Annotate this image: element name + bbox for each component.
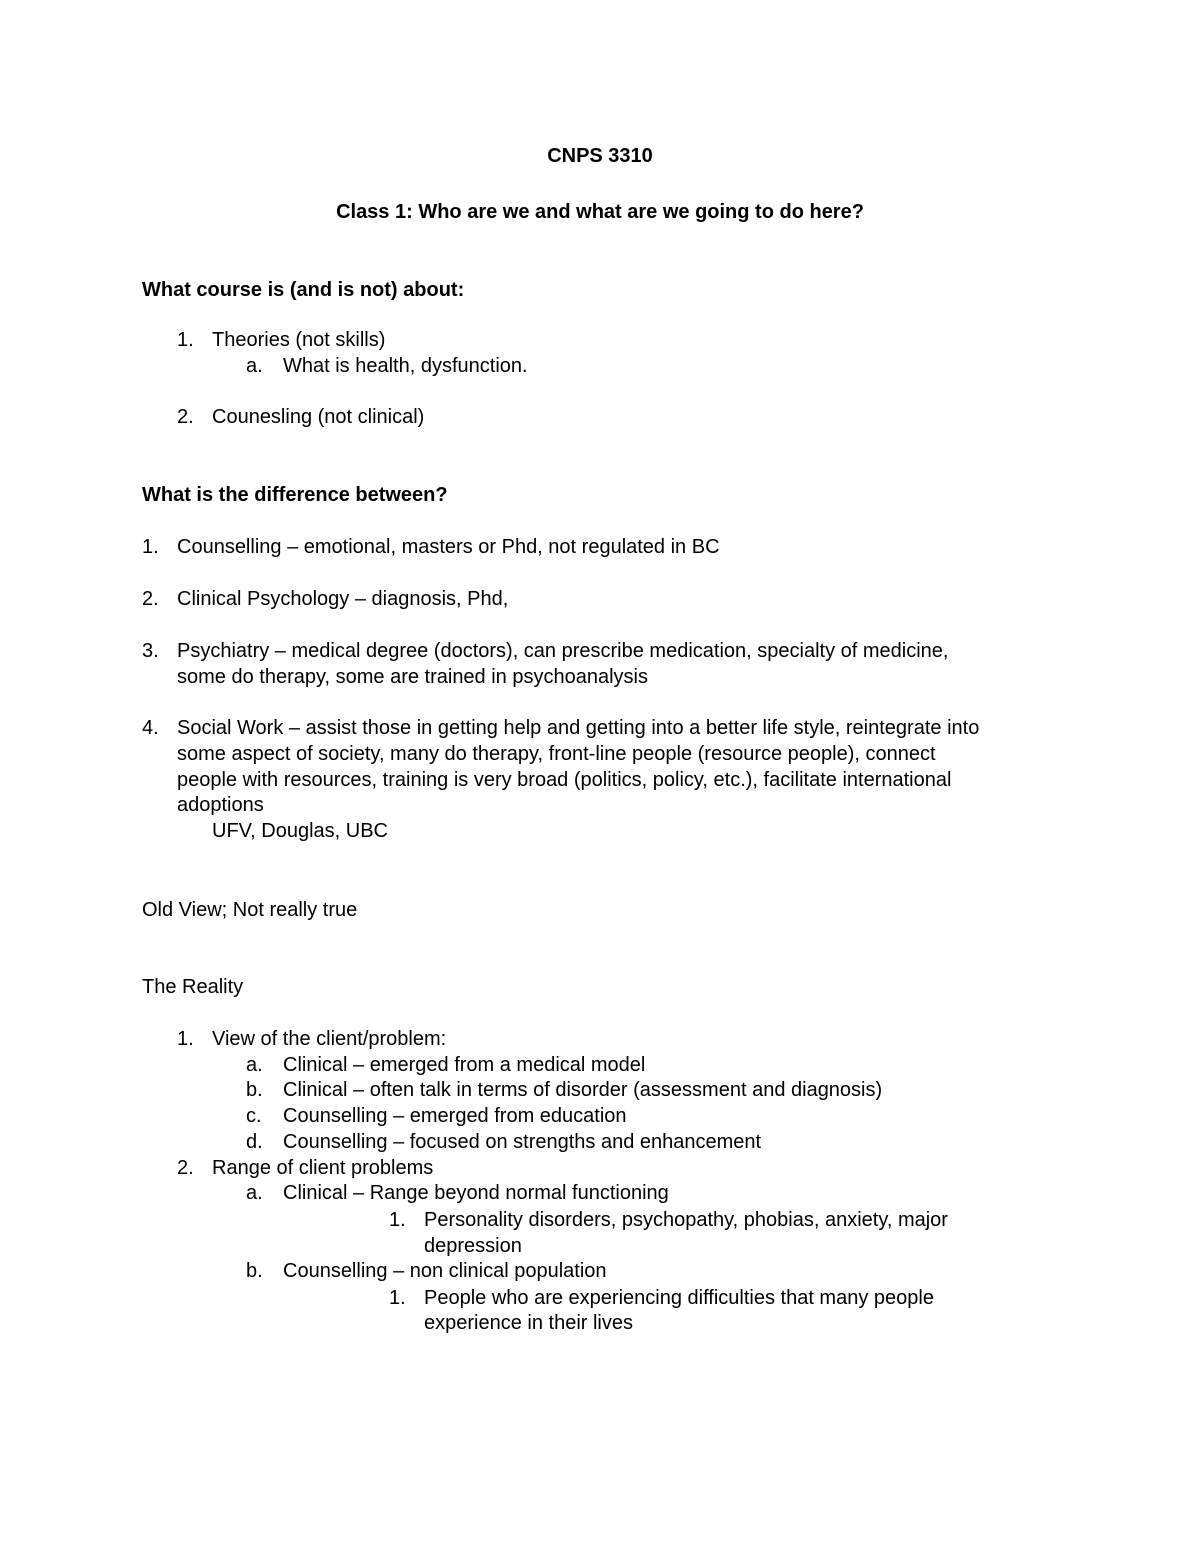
list-item-continuation: depression [424, 1235, 522, 1257]
list-marker: c. [246, 1105, 262, 1127]
list-item: Social Work – assist those in getting help and getting into a better life style, reintegrate into [177, 717, 980, 739]
list-item: What is health, dysfunction. [283, 355, 528, 377]
list-item: Counselling – non clinical population [283, 1260, 607, 1282]
class-title: Class 1: Who are we and what are we going to do here? [336, 201, 864, 223]
list-item: Clinical – often talk in terms of disorder (assessment and diagnosis) [283, 1079, 883, 1101]
list-item: Counesling (not clinical) [212, 406, 425, 428]
list-marker: 1. [177, 329, 194, 351]
list-marker: 2. [177, 406, 194, 428]
list-item: Personality disorders, psychopathy, phobias, anxiety, major [424, 1209, 948, 1231]
reality-heading: The Reality [142, 976, 244, 998]
list-item-continuation: some aspect of society, many do therapy, front-line people (resource people), connect [177, 743, 936, 765]
list-item-continuation: people with resources, training is very broad (politics, policy, etc.), facilitate international [177, 769, 952, 791]
list-item: People who are experiencing difficulties that many people [424, 1287, 934, 1309]
list-item-continuation: experience in their lives [424, 1312, 633, 1334]
list-item: Theories (not skills) [212, 329, 386, 351]
list-marker: 4. [142, 717, 159, 739]
list-marker: 1. [389, 1287, 406, 1309]
list-marker: b. [246, 1079, 263, 1101]
list-item: Clinical – Range beyond normal functioning [283, 1182, 669, 1204]
list-item-continuation: adoptions [177, 794, 264, 816]
list-item: Clinical – emerged from a medical model [283, 1054, 646, 1076]
list-item-continuation: some do therapy, some are trained in psychoanalysis [177, 666, 648, 688]
section1-heading: What course is (and is not) about: [142, 279, 465, 301]
list-marker: 3. [142, 640, 159, 662]
list-marker: a. [246, 1182, 263, 1204]
list-item: Counselling – emotional, masters or Phd, not regulated in BC [177, 536, 720, 558]
list-item-note: UFV, Douglas, UBC [212, 820, 388, 842]
old-view-text: Old View; Not really true [142, 899, 358, 921]
list-item: Counselling – emerged from education [283, 1105, 627, 1127]
section2-heading: What is the difference between? [142, 484, 448, 506]
list-marker: a. [246, 355, 263, 377]
list-item: Range of client problems [212, 1157, 434, 1179]
list-item: View of the client/problem: [212, 1028, 447, 1050]
list-marker: 2. [177, 1157, 194, 1179]
list-marker: 1. [177, 1028, 194, 1050]
course-code: CNPS 3310 [547, 145, 653, 167]
list-marker: a. [246, 1054, 263, 1076]
list-marker: 1. [389, 1209, 406, 1231]
list-marker: d. [246, 1131, 263, 1153]
list-marker: b. [246, 1260, 263, 1282]
list-item: Counselling – focused on strengths and enhancement [283, 1131, 762, 1153]
list-marker: 2. [142, 588, 159, 610]
list-item: Psychiatry – medical degree (doctors), can prescribe medication, specialty of medicine, [177, 640, 949, 662]
list-marker: 1. [142, 536, 159, 558]
list-item: Clinical Psychology – diagnosis, Phd, [177, 588, 509, 610]
